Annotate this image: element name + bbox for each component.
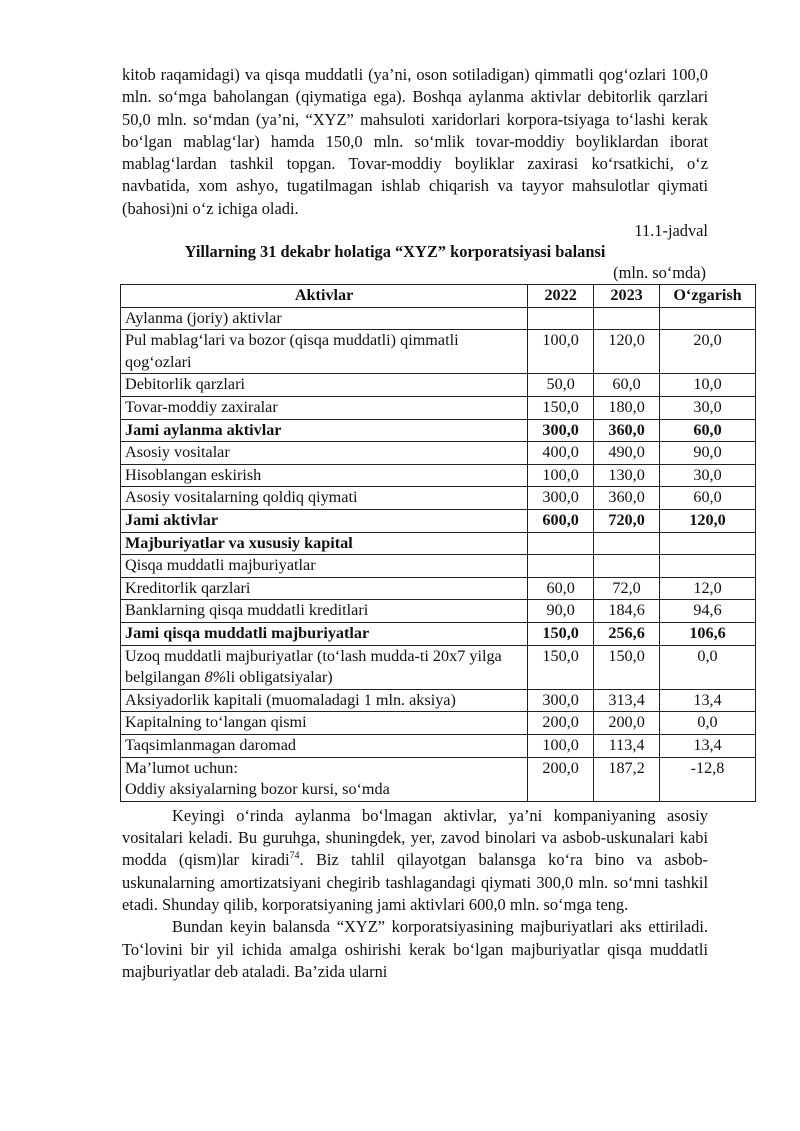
row-label-part: Uzoq muddatli majburiyatlar (to‘lash mudda-ti 20x7 yilga belgilangan <box>125 646 502 687</box>
value-change: 13,4 <box>660 734 756 757</box>
value-change: 106,6 <box>660 622 756 645</box>
value-2022: 600,0 <box>528 510 594 533</box>
row-label <box>121 645 528 689</box>
table-row <box>121 532 756 555</box>
table-header-row <box>121 285 756 308</box>
row-label: Jami aylanma aktivlar <box>121 419 528 442</box>
table-row <box>121 600 756 623</box>
value-change: 0,0 <box>660 712 756 735</box>
table-row <box>121 577 756 600</box>
row-label-line: Oddiy aksiyalarning bozor kursi, so‘mda <box>125 780 390 799</box>
value-2023 <box>594 307 660 330</box>
row-label-part: li obligatsiyalar) <box>226 668 333 687</box>
value-change: 30,0 <box>660 464 756 487</box>
row-label: Asosiy vositalarning qoldiq qiymati <box>121 487 528 510</box>
value-change: 30,0 <box>660 397 756 420</box>
row-label: Majburiyatlar va xususiy kapital <box>121 532 528 555</box>
value-change <box>660 532 756 555</box>
table-row <box>121 510 756 533</box>
table-body <box>121 307 756 801</box>
value-2023: 150,0 <box>594 645 660 689</box>
value-2023: 200,0 <box>594 712 660 735</box>
paragraph-liabilities: Bundan keyin balansda “XYZ” korporatsiyasining majburiyatlari aks ettiriladi. To‘lovini bir yil ichida amalga oshirishi kerak bo‘lgan majburiyatlar qisqa muddatli majburiyatlar deb ataladi. Ba’zida ularni <box>122 917 708 981</box>
table-row <box>121 622 756 645</box>
row-label: Debitorlik qarzlari <box>121 374 528 397</box>
table-row <box>121 734 756 757</box>
value-2022: 100,0 <box>528 464 594 487</box>
paragraph-fixed-assets <box>122 805 708 916</box>
table-number: 11.1-jadval <box>634 221 708 241</box>
row-label: Hisoblangan eskirish <box>121 464 528 487</box>
paragraph2-text: Keyingi o‘rinda aylanma bo‘lmagan aktivlar, ya’ni kompaniyaning asosiy vositalari keladi. Bu guruhga, shuningdek, yer, zavod binolari va asbob-uskunalari kabi modda (qism)lar kiradi <box>122 805 708 870</box>
table-row <box>121 307 756 330</box>
value-2023: 130,0 <box>594 464 660 487</box>
row-label: Jami qisqa muddatli majburiyatlar <box>121 622 528 645</box>
table-row <box>121 487 756 510</box>
value-change: 60,0 <box>660 419 756 442</box>
value-2022 <box>528 532 594 555</box>
value-2023: 360,0 <box>594 419 660 442</box>
header-2023: 2023 <box>594 285 660 308</box>
value-2022: 100,0 <box>528 734 594 757</box>
footnote-ref: 74 <box>289 850 300 862</box>
row-label: Qisqa muddatli majburiyatlar <box>121 555 528 578</box>
table-row <box>121 555 756 578</box>
value-2022: 300,0 <box>528 487 594 510</box>
intro-paragraph: kitob raqamidagi) va qisqa muddatli (ya’ni, oson sotiladigan) qimmatli qog‘ozlari 100,0 mln. so‘mga baholangan (qiymatiga ega). Boshqa aylanma aktivlar debitorlik qarzlari 50,0 mln. so‘mdan (ya’ni, “XYZ” mahsuloti xaridorlari korpora-tsiyaga to‘lashi kerak bo‘lgan mablag‘lar) hamda 150,0 mln. so‘mlik tovar-moddiy boyliklardan iborat mablag‘lardan tashkil topgan. Tovar-moddiy boyliklar zaxirasi ko‘rsatkichi, o‘z navbatida, xom ashyo, tugatilmagan ishlab chiqarish va tayyor mahsulotlar qiymati (bahosi)ni o‘z ichiga oladi. <box>122 65 708 218</box>
table-row <box>121 374 756 397</box>
value-2022: 300,0 <box>528 419 594 442</box>
value-2023: 184,6 <box>594 600 660 623</box>
value-2023: 256,6 <box>594 622 660 645</box>
row-label: Banklarning qisqa muddatli kreditlari <box>121 600 528 623</box>
header-change: O‘zgarish <box>660 285 756 308</box>
value-change <box>660 555 756 578</box>
table-row <box>121 442 756 465</box>
value-change: 120,0 <box>660 510 756 533</box>
value-change <box>660 307 756 330</box>
row-label: Kapitalning to‘langan qismi <box>121 712 528 735</box>
page-content <box>122 64 742 983</box>
balance-table <box>120 284 756 802</box>
value-2023: 120,0 <box>594 330 660 374</box>
value-2022 <box>528 307 594 330</box>
value-2022: 300,0 <box>528 689 594 712</box>
value-2022: 60,0 <box>528 577 594 600</box>
value-2023 <box>594 532 660 555</box>
value-change: 90,0 <box>660 442 756 465</box>
table-row <box>121 330 756 374</box>
value-change: 60,0 <box>660 487 756 510</box>
value-change: 20,0 <box>660 330 756 374</box>
row-label: Aylanma (joriy) aktivlar <box>121 307 528 330</box>
value-2023: 720,0 <box>594 510 660 533</box>
value-change: 13,4 <box>660 689 756 712</box>
row-label: Aksiyadorlik kapitali (muomaladagi 1 mln. aksiya) <box>121 689 528 712</box>
table-row <box>121 645 756 689</box>
header-2022: 2022 <box>528 285 594 308</box>
table-row <box>121 397 756 420</box>
value-2023: 60,0 <box>594 374 660 397</box>
value-2023: 113,4 <box>594 734 660 757</box>
value-2022: 200,0 <box>528 757 594 801</box>
row-label: Tovar-moddiy zaxiralar <box>121 397 528 420</box>
value-change: 10,0 <box>660 374 756 397</box>
value-2022 <box>528 555 594 578</box>
value-2022: 90,0 <box>528 600 594 623</box>
value-2022: 150,0 <box>528 645 594 689</box>
row-label: Asosiy vositalar <box>121 442 528 465</box>
value-2023: 180,0 <box>594 397 660 420</box>
table-title: Yillarning 31 dekabr holatiga “XYZ” korporatsiyasi balansi <box>184 242 606 262</box>
table-row <box>121 419 756 442</box>
table-unit: (mln. so‘mda) <box>613 263 706 283</box>
value-2023: 187,2 <box>594 757 660 801</box>
value-change: 0,0 <box>660 645 756 689</box>
value-2022: 50,0 <box>528 374 594 397</box>
table-row <box>121 464 756 487</box>
header-aktivlar: Aktivlar <box>121 285 528 308</box>
value-change: -12,8 <box>660 757 756 801</box>
row-label: Kreditorlik qarzlari <box>121 577 528 600</box>
row-label-line: Ma’lumot uchun: <box>125 758 238 777</box>
row-label-part: 8% <box>204 668 227 687</box>
row-label: Taqsimlanmagan daromad <box>121 734 528 757</box>
value-2022: 100,0 <box>528 330 594 374</box>
table-row <box>121 689 756 712</box>
value-change: 12,0 <box>660 577 756 600</box>
value-change: 94,6 <box>660 600 756 623</box>
row-label: Pul mablag‘lari va bozor (qisqa muddatli) qimmatli qog‘ozlari <box>121 330 528 374</box>
value-2023: 72,0 <box>594 577 660 600</box>
value-2022: 400,0 <box>528 442 594 465</box>
value-2023: 360,0 <box>594 487 660 510</box>
paragraph2-rest: . Biz tahlil qilayotgan balansga ko‘ra bino va asbob- uskunalarning amortizatsiyani chegirib tashlagandagi qiymati 300,0 mln. so‘mni tashkil etadi. Shunday qilib, korporatsiyaning jami aktivlari 600,0 mln. so‘mga teng. <box>122 850 708 914</box>
value-2023 <box>594 555 660 578</box>
value-2022: 200,0 <box>528 712 594 735</box>
row-label <box>121 757 528 801</box>
table-row <box>121 712 756 735</box>
value-2022: 150,0 <box>528 622 594 645</box>
table-row <box>121 757 756 801</box>
value-2023: 313,4 <box>594 689 660 712</box>
value-2023: 490,0 <box>594 442 660 465</box>
row-label: Jami aktivlar <box>121 510 528 533</box>
value-2022: 150,0 <box>528 397 594 420</box>
